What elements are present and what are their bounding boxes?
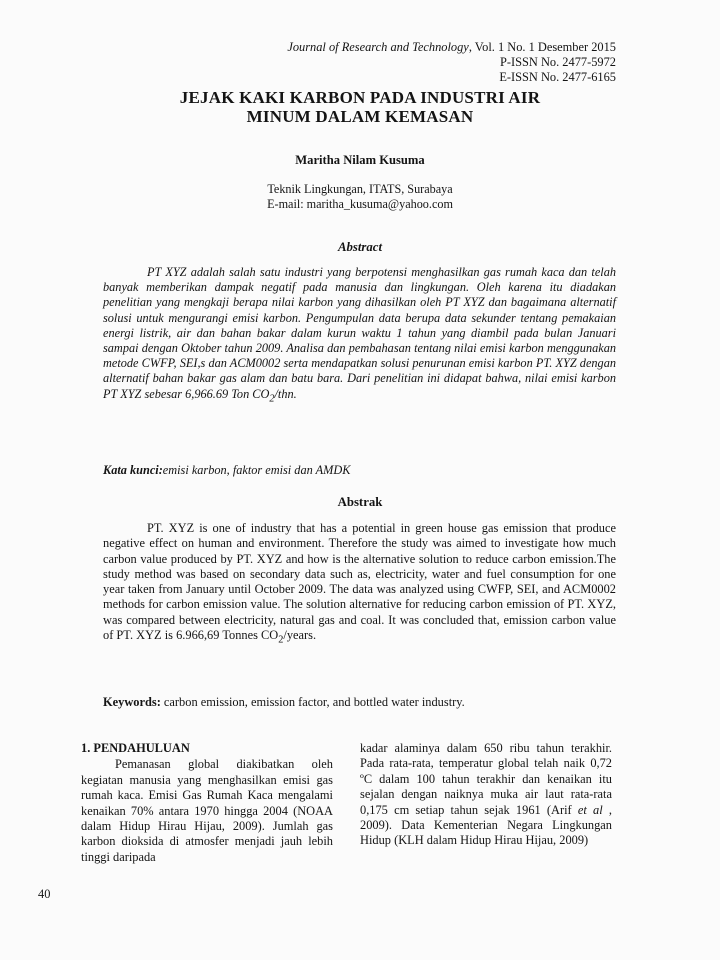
abstract-en-text-end: /years. xyxy=(283,628,317,643)
abstract-heading-indonesian: Abstract xyxy=(337,240,383,254)
author-affiliation xyxy=(100,182,620,212)
abstract-en-text: PT. XYZ is one of industry that has a potential in green house gas emission that produce negative effect on human and environment. Therefore the study was aimed to investigate how much carbon value produced by PT. XYZ and how is the alternative solution to reduce carbon emission.The study method was based on secondary data such as, electricity, water and fuel consumption for one year taken from January until October 2009. The data was analyzed using CWFP, SEI, and ACM0002 methods for carbon emission value. The solution alternative for reducing carbon emission of PT. XYZ, was compared between electricity, natural gas and coal. It was concluded that, emission carbon value of PT. XYZ is 6.966,69 Tonnes CO xyxy=(103,521,616,643)
author-email: E-mail: maritha_kusuma@yahoo.com xyxy=(267,197,453,211)
page-number: 40 xyxy=(38,887,51,901)
title-line-1: JEJAK KAKI KARBON PADA INDUSTRI AIR xyxy=(179,88,541,107)
abstract-id-text-end: /thn. xyxy=(274,386,297,401)
journal-header xyxy=(287,40,616,85)
paragraph-right-etal: et al xyxy=(577,802,603,817)
e-issn: E-ISSN No. 2477-6165 xyxy=(499,70,616,84)
paper-title xyxy=(100,88,620,126)
abstract-body-indonesian xyxy=(103,265,616,406)
keywords-id-label: Kata kunci: xyxy=(103,463,163,477)
abstract-en-subscript: 2 xyxy=(278,634,284,646)
abstract-id-subscript: 2 xyxy=(269,393,275,405)
paragraph-right-text-2: , 2009). Data Kementerian Negara Lingkungan Hidup (KLH dalam Hidup Hirau Hijau, 2009) xyxy=(360,802,613,848)
keywords-en-label: Keywords: xyxy=(103,695,161,709)
body-column-left xyxy=(81,741,333,865)
body-column-right xyxy=(360,741,612,849)
keywords-english xyxy=(103,695,616,710)
journal-issue: , Vol. 1 No. 1 Desember 2015 xyxy=(468,40,616,54)
p-issn: P-ISSN No. 2477-5972 xyxy=(500,55,616,69)
affiliation-department: Teknik Lingkungan, ITATS, Surabaya xyxy=(267,182,453,196)
paragraph-right-text-1: kadar alaminya dalam 650 ribu tahun terakhir. Pada rata-rata, temperatur global telah naik 0,72 ºC dalam 100 tahun terakhir dan kenaikan itu sejalan dengan naiknya muka air laut rata-rata 0,175 cm setiap tahun sejak 1961 (Arif xyxy=(360,741,612,817)
section-heading: 1. PENDAHULUAN xyxy=(81,741,190,755)
keywords-id-list: emisi karbon, faktor emisi dan AMDK xyxy=(162,463,351,477)
journal-citation xyxy=(287,40,616,55)
abstract-heading-english: Abstrak xyxy=(337,495,383,509)
author-name: Maritha Nilam Kusuma xyxy=(295,153,425,167)
title-line-2: MINUM DALAM KEMASAN xyxy=(246,107,474,126)
section-paragraph-right xyxy=(360,741,612,849)
abstract-body-english xyxy=(103,521,616,648)
keywords-indonesian xyxy=(103,463,616,478)
abstract-id-text: PT XYZ adalah salah satu industri yang berpotensi menghasilkan gas rumah kaca dan telah banyak memberikan dampak negatif pada manusia dan lingkungan. Oleh karena itu diadakan penelitian yang mengkaji berapa nilai karbon yang dihasilkan oleh PT XYZ dan bagaimana alternatif solusi untuk mengurangi emisi karbon. Pengumpulan data berupa data sekunder tentang pemakaian energi listrik, air dan bahan bakar dalam kurun waktu 1 tahun yang diambil pada bulan Januari sampai dengan Oktober tahun 2009. Analisa dan pembahasan tentang nilai emisi karbon menggunakan metode CWFP, SEI,s dan ACM0002 serta mendapatkan solusi penurunan emisi karbon PT. XYZ dengan alternatif bahan bakar gas alam dan batu bara. Dari penelitian ini didapat bahwa, nilai emisi karbon PT XYZ sebesar 6,966.69 Ton CO xyxy=(103,265,616,401)
keywords-en-list: carbon emission, emission factor, and bottled water industry. xyxy=(160,695,465,709)
journal-name: Journal of Research and Technology xyxy=(287,40,469,54)
section-paragraph-left: Pemanasan global diakibatkan oleh kegiatan manusia yang menghasilkan emisi gas rumah kaca. Emisi Gas Rumah Kaca mengalami kenaikan 70% antara 1970 hingga 2004 (NOAA dalam Hidup Hirau Hijau, 2009). Jumlah gas karbon dioksida di atmosfer menjadi jauh lebih tinggi daripada xyxy=(81,757,333,864)
